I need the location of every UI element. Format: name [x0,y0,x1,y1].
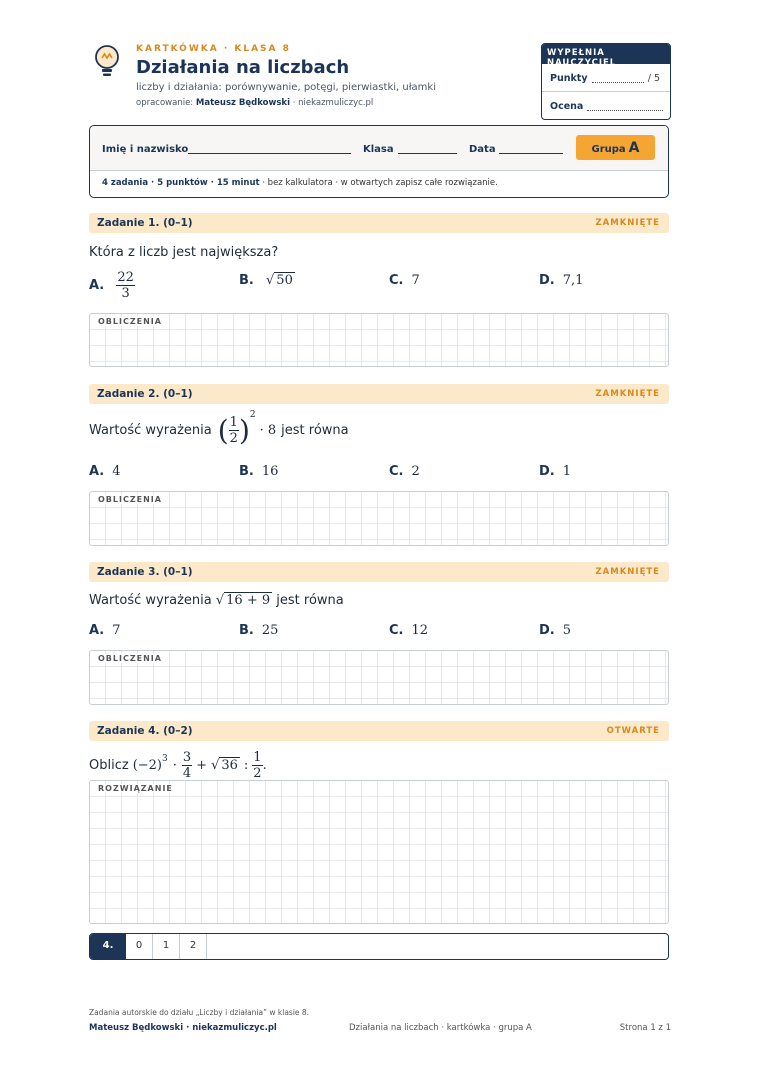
option-letter: D. [539,273,555,288]
work-area-label: OBLICZENIA [98,317,162,326]
question-suffix: jest równa [281,422,349,438]
task-1-title: Zadanie 1. (0–1) [97,217,193,229]
score-cell-2[interactable]: 2 [180,934,207,959]
score-cell-0[interactable]: 0 [126,934,153,959]
date-label: Data [469,144,496,155]
frac-numerator: 1 [229,414,238,430]
option-value: 16 [261,464,279,479]
frac-denominator: 2 [229,430,238,446]
option-value: 5 [562,623,572,638]
grade-row [542,91,670,118]
footer-page: Strona 1 z 1 [619,1023,671,1033]
question-prefix: Wartość wyrażenia [89,593,212,608]
task-4-score-strip [89,933,669,960]
points-label: Punkty [550,73,588,84]
task-2-question: Wartość wyrażenia ( $\frac{1}{2}$ ) 2 · 8 jest równa [89,410,349,447]
footer-author: Mateusz Będkowski · niekazmuliczyc.pl [89,1023,277,1033]
option-letter: D. [539,623,555,638]
task-3-type: ZAMKNIĘTE [595,567,660,577]
option-letter: B. [239,273,254,288]
frac2-numerator: 1 [253,749,262,765]
task-1-option-d[interactable] [539,273,583,288]
task-3-option-c[interactable] [389,623,428,638]
task-1-option-c[interactable] [389,273,420,288]
option-letter: C. [389,273,404,288]
task-2-option-d[interactable] [539,464,571,479]
task-1-work-area[interactable] [89,313,669,367]
option-letter: A. [89,278,105,293]
option-letter: A. [89,464,105,479]
byline-author: Mateusz Będkowski [195,98,291,108]
task-4-question: Oblicz (−2) 3 · $\frac{3}{4}$ + √ 36 : $\frac{1}{2}$ . [89,749,267,781]
teacher-box-title: WYPEŁNIA NAUCZYCIEL [542,44,670,64]
task-3-header [89,562,669,582]
group-label: Grupa [591,144,626,155]
task-1-type: ZAMKNIĘTE [595,218,660,228]
question-mid: · 8 [259,422,277,438]
task-3-option-b[interactable] [239,623,278,638]
kicker: KARTKÓWKA · KLASA 8 [136,44,291,54]
work-area-label: OBLICZENIA [98,654,162,663]
task-4-header [89,721,669,741]
test-info-rules: · bez kalkulatora · w otwartych zapisz całe rozwiązanie. [259,178,498,188]
points-field[interactable] [592,75,644,83]
subtitle: liczby i działania: porównywanie, potęgi, pierwiastki, ułamki [136,82,436,93]
op-dot: · [172,757,177,773]
task-3-work-area[interactable] [89,650,669,705]
option-b-radicand: 50 [276,273,293,288]
student-info-box [89,125,669,198]
task-2-title: Zadanie 2. (0–1) [97,388,193,400]
task-4-solution-area[interactable] [89,780,669,924]
power-exponent: 3 [162,754,168,764]
task-1-option-a[interactable] [89,270,135,301]
class-field[interactable] [398,153,457,154]
test-info-summary: 4 zadania · 5 punktów · 15 minut [102,178,260,188]
points-max: / 5 [647,73,660,84]
option-value: 7 [411,273,420,288]
task-2-work-area[interactable] [89,491,669,546]
radicand: 36 [221,757,238,773]
task-3-question: Wartość wyrażenia √ 16 + 9 jest równa [89,593,344,608]
task-3-title: Zadanie 3. (0–1) [97,566,193,578]
option-letter: B. [239,464,254,479]
task-2-option-a[interactable] [89,464,121,479]
task-2-header [89,384,669,404]
byline [136,98,373,108]
option-letter: C. [389,623,404,638]
option-value: 2 [411,464,420,479]
work-area-label: OBLICZENIA [98,495,162,504]
footer-center: Działania na liczbach · kartkówka · grupa A [349,1023,532,1033]
frac2-denominator: 2 [253,765,262,781]
exponent: 2 [249,410,256,420]
option-letter: D. [539,464,555,479]
option-value: 7 [112,623,121,638]
date-field[interactable] [499,153,563,154]
lightbulb-logo-icon [92,44,122,78]
power-base: (−2) [132,757,162,773]
name-label: Imię i nazwisko [102,144,189,155]
question-prefix: Wartość wyrażenia [89,422,212,438]
task-2-option-b[interactable] [239,464,278,479]
task-4-title: Zadanie 4. (0–2) [97,725,193,737]
group-badge [576,135,655,160]
option-letter: B. [239,623,254,638]
page-title: Działania na liczbach [136,57,350,78]
radicand: 16 + 9 [226,593,271,608]
option-letter: C. [389,464,404,479]
name-field[interactable] [188,153,351,154]
points-row [542,64,670,91]
task-4-type: OTWARTE [606,726,660,736]
footer-note: Zadania autorskie do działu „Liczby i działania” w klasie 8. [89,1008,310,1017]
test-info [90,171,668,188]
end-dot: . [262,757,267,773]
option-a-numerator: 22 [117,270,134,285]
task-3-option-d[interactable] [539,623,571,638]
task-1-header [89,213,669,233]
question-prefix: Oblicz [89,757,129,773]
frac1-denominator: 4 [182,765,192,781]
option-letter: A. [89,623,105,638]
option-a-denominator: 3 [121,286,130,301]
teacher-box [541,43,671,120]
grade-field[interactable] [587,103,663,111]
task-3-option-a[interactable] [89,623,121,638]
option-value: 1 [562,464,572,479]
op-plus: + [196,757,208,773]
grade-label: Ocena [550,101,584,112]
task-1-option-b[interactable]: B. √ 50 [239,273,293,288]
score-task-number: 4. [90,934,126,959]
frac1-numerator: 3 [182,749,192,765]
option-value: 7,1 [562,273,584,288]
work-area-label: ROZWIĄZANIE [98,784,173,793]
question-suffix: jest równa [276,593,344,608]
score-cell-1[interactable]: 1 [153,934,180,959]
task-2-option-c[interactable] [389,464,420,479]
task-2-type: ZAMKNIĘTE [595,389,660,399]
class-label: Klasa [363,144,394,155]
option-value: 25 [261,623,279,638]
op-colon: : [243,757,249,773]
task-1-question: Która z liczb jest największa? [89,245,279,260]
byline-site: · niekazmuliczyc.pl [292,98,374,108]
option-value: 4 [112,464,121,479]
group-value: A [628,140,640,156]
option-value: 12 [411,623,429,638]
byline-prefix: opracowanie: [136,98,194,108]
